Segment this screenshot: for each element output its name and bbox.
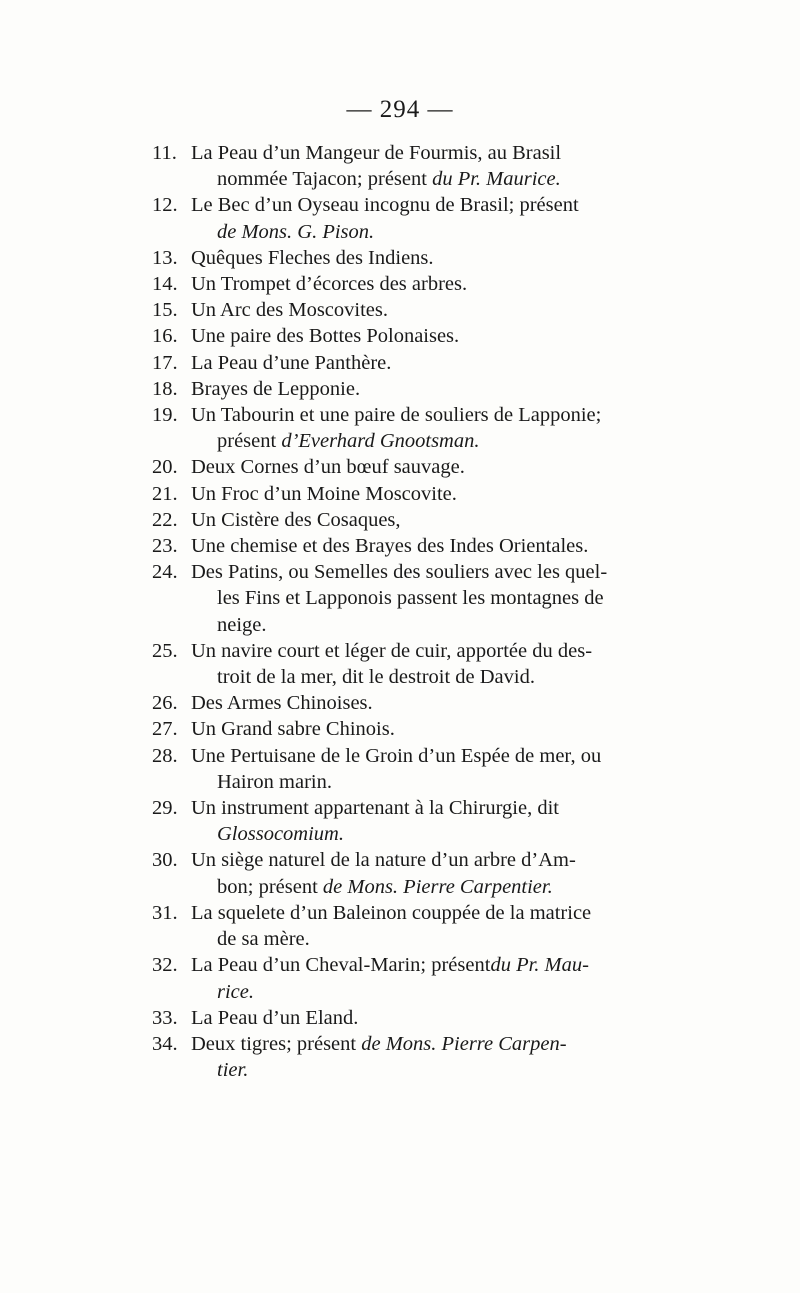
item-text-continued	[191, 219, 652, 245]
item-text: Un navire court et léger de cuir, apportée du des-	[191, 639, 593, 662]
item-text: Un siège naturel de la nature d’un arbre d’Am-	[191, 849, 576, 872]
item-text-continued: troit de la mer, dit le destroit de David.	[217, 666, 535, 689]
item-text-italic: d’Everhard Gnootsman.	[281, 430, 480, 453]
item-text-plain: nommée Tajacon; présent	[217, 168, 433, 191]
item-text-continued: de sa mère.	[217, 928, 310, 951]
item-text-italic: de Mons. Pierre Carpen-	[361, 1032, 567, 1055]
item-text-plain: présent	[217, 430, 282, 453]
item-text-italic: de Mons. G. Pison.	[217, 220, 375, 243]
list-item	[152, 245, 652, 271]
item-number: 21.	[152, 482, 178, 505]
item-number: 31.	[152, 901, 178, 924]
item-text: Une chemise et des Brayes des Indes Orientales.	[191, 535, 589, 558]
list-item	[152, 454, 652, 480]
item-number: 16.	[152, 325, 178, 348]
item-text-continued	[191, 979, 652, 1005]
item-number: 34.	[152, 1032, 178, 1055]
item-text-continued	[191, 166, 652, 192]
list-item	[152, 323, 652, 349]
list-item	[152, 716, 652, 742]
list-item	[152, 350, 652, 376]
list-item	[152, 481, 652, 507]
item-text-continued: les Fins et Lapponois passent les montagnes de	[217, 587, 604, 610]
item-text-continued	[191, 821, 652, 847]
item-number: 27.	[152, 718, 178, 741]
item-number: 11.	[152, 142, 177, 164]
item-text: Deux Cornes d’un bœuf sauvage.	[191, 456, 465, 479]
item-text-italic: du Pr. Maurice.	[432, 168, 561, 191]
item-text-italic: du Pr. Mau-	[490, 954, 589, 977]
item-text: La squelete d’un Baleinon couppée de la matrice	[191, 901, 592, 924]
item-text: Brayes de Lepponie.	[191, 377, 361, 400]
item-text: Un Cistère des Cosaques,	[191, 508, 401, 531]
item-number: 24.	[152, 561, 178, 584]
item-text-continued	[191, 1057, 652, 1083]
item-text: La Peau d’un Mangeur de Fourmis, au Brasil	[191, 142, 562, 164]
item-text-italic: rice.	[217, 980, 254, 1003]
item-number: 25.	[152, 639, 178, 662]
item-text	[191, 1031, 652, 1057]
item-text: Des Patins, ou Semelles des souliers avec les quel-	[191, 561, 608, 584]
item-text: Quêques Fleches des Indiens.	[191, 246, 434, 269]
item-text: Un Froc d’un Moine Moscovite.	[191, 482, 457, 505]
item-text: Le Bec d’un Oyseau incognu de Brasil; présent	[191, 194, 579, 217]
item-text: Un Arc des Moscovites.	[191, 299, 389, 322]
item-text: Un Grand sabre Chinois.	[191, 718, 395, 741]
item-text-plain: La Peau d’un Cheval-Marin; présent	[191, 954, 491, 977]
item-number: 17.	[152, 351, 178, 374]
item-text-plain: Deux tigres; présent	[191, 1032, 362, 1055]
item-number: 33.	[152, 1006, 178, 1029]
item-text-plain: bon; présent	[217, 875, 323, 898]
page-number: — 294 —	[346, 96, 454, 123]
item-number: 18.	[152, 377, 178, 400]
list-item	[152, 795, 652, 847]
item-number: 19.	[152, 404, 178, 427]
item-text-continued: Hairon marin.	[217, 770, 332, 793]
list-item	[152, 376, 652, 402]
list-item	[152, 900, 652, 952]
list-item	[152, 507, 652, 533]
catalogue-list	[152, 140, 652, 1083]
item-text-italic: tier.	[217, 1059, 249, 1082]
item-text-continued: neige.	[217, 613, 267, 636]
list-item	[152, 402, 652, 454]
item-number: 30.	[152, 849, 178, 872]
item-number: 13.	[152, 246, 178, 269]
item-text: La Peau d’un Eland.	[191, 1006, 359, 1029]
list-item	[152, 559, 652, 638]
item-number: 32.	[152, 954, 178, 977]
item-text	[191, 952, 652, 978]
item-text-continued	[191, 428, 652, 454]
item-number: 29.	[152, 797, 178, 820]
item-number: 23.	[152, 535, 178, 558]
list-item	[152, 1031, 652, 1083]
item-number: 28.	[152, 744, 178, 767]
item-number: 22.	[152, 508, 178, 531]
item-text: Une paire des Bottes Polonaises.	[191, 325, 460, 348]
item-text: Un Tabourin et une paire de souliers de Lapponie;	[191, 404, 602, 427]
item-text: La Peau d’une Panthère.	[191, 351, 392, 374]
item-number: 26.	[152, 692, 178, 715]
item-number: 15.	[152, 299, 178, 322]
item-number: 12.	[152, 194, 178, 217]
list-item	[152, 271, 652, 297]
list-item	[152, 1005, 652, 1031]
item-text: Un instrument appartenant à la Chirurgie, dit	[191, 797, 559, 820]
list-item	[152, 743, 652, 795]
item-text-italic: Glossocomium.	[217, 823, 344, 846]
list-item	[152, 847, 652, 899]
list-item	[152, 638, 652, 690]
list-item	[152, 297, 652, 323]
item-number: 20.	[152, 456, 178, 479]
item-text: Un Trompet d’écorces des arbres.	[191, 273, 468, 296]
item-text-continued	[191, 874, 652, 900]
list-item	[152, 192, 652, 244]
item-text-italic: de Mons. Pierre Carpentier.	[322, 875, 553, 898]
list-item	[152, 690, 652, 716]
item-text: Une Pertuisane de le Groin d’un Espée de mer, ou	[191, 744, 602, 767]
item-number: 14.	[152, 273, 178, 296]
item-text: Des Armes Chinoises.	[191, 692, 373, 715]
list-item	[152, 533, 652, 559]
list-item	[152, 952, 652, 1004]
list-item	[152, 140, 652, 192]
